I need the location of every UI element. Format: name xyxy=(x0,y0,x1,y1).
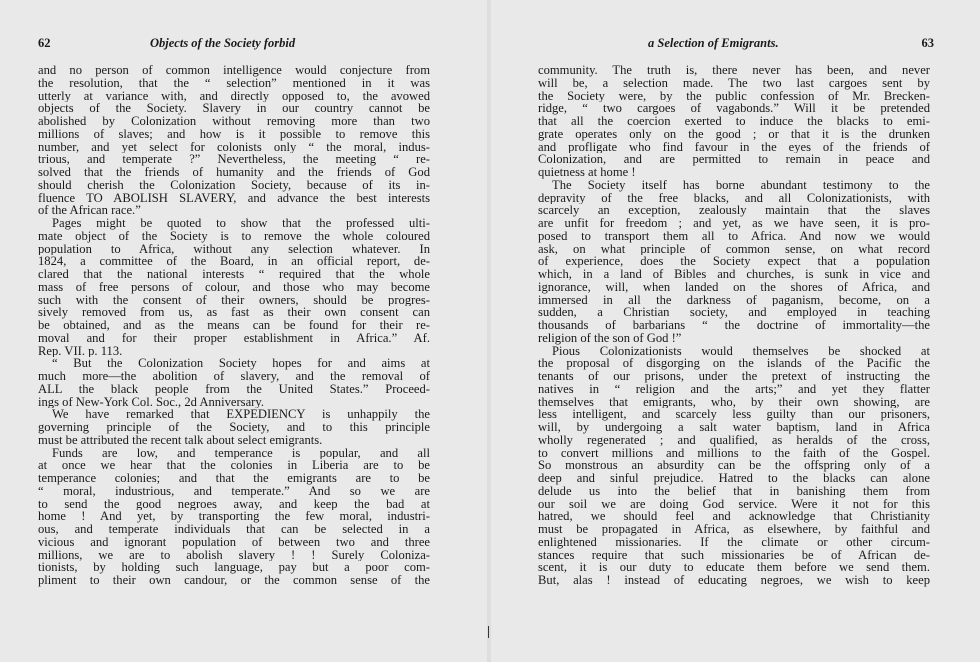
text-line: and profligate who find favour in the eyes of the friends of xyxy=(538,140,930,154)
text-line: ous, and temperate individuals that can be selected in a xyxy=(38,523,430,536)
text-line: pliment to their own candour, or the common sense of the xyxy=(38,574,430,587)
running-head: Objects of the Society forbid xyxy=(150,36,296,50)
text-line: quietness at home ! xyxy=(538,166,636,179)
text-line: tionists, by holding such language, pay but a poor com- xyxy=(38,561,430,574)
gutter-mark xyxy=(488,626,489,638)
text-line: of experience, does the Society expect that a population xyxy=(538,255,930,268)
text-line: our soil we are doing God service. Were it not for this xyxy=(538,497,930,511)
text-line: at once we hear that the colonies in Liberia are to be xyxy=(38,459,430,472)
text-line: delude us into the belief that in banishing them from xyxy=(538,484,930,498)
text-line: sively removed from us, as fast as their own consent can xyxy=(38,306,430,319)
right-page xyxy=(490,0,980,662)
right-page-text xyxy=(538,64,930,587)
text-line: 1824, a committee of the Board, in an official report, de- xyxy=(38,255,430,268)
text-line: solved that the friends of humanity and the friends of God xyxy=(38,166,430,179)
text-line: less intelligent, and scarcely less guilty than our prisoners, xyxy=(538,408,930,421)
text-line: utterly at variance with, and directly opposed to, the avowed xyxy=(38,89,430,103)
text-line: moval and for their proper establishment in Africa.” Af. xyxy=(38,331,430,345)
text-line: abolished by Colonization without removing more than two xyxy=(38,115,430,128)
text-line: such with the consent of their owners, should be progres- xyxy=(38,293,430,307)
text-line: home ! And yet, by transporting the few moral, industri- xyxy=(38,510,430,523)
text-line: scarcely an exception, zealously maintain that the slaves xyxy=(538,204,930,217)
text-line: governing principle of the Society, and to this principle xyxy=(38,421,430,434)
text-line: mass of free persons of colour, and those who may become xyxy=(38,280,430,294)
text-line: number, and yet select for colonists only “ the moral, indus- xyxy=(38,140,430,154)
text-line: should cherish the Colonization Society, because of its in- xyxy=(38,178,430,192)
text-line: that all the coercion exerted to induce the blacks to emi- xyxy=(538,115,930,128)
text-line: But, alas ! instead of educating negroes, we wish to keep xyxy=(538,574,930,587)
text-line: sudden, a Christian society, and employed in teaching xyxy=(538,306,930,319)
text-line: The Society itself has borne abundant testimony to the xyxy=(552,178,930,192)
text-line: ridge, “ two cargoes of vagabonds.” Will it be pretended xyxy=(538,102,930,115)
running-head: a Selection of Emigrants. xyxy=(648,36,779,50)
text-line: will be, a selection made. The two last cargoes sent by xyxy=(538,76,930,90)
page-number: 62 xyxy=(38,36,51,50)
left-page-header xyxy=(0,36,490,56)
page-number: 63 xyxy=(921,36,934,50)
text-line: much more—the abolition of slavery, and the removal of xyxy=(38,370,430,383)
text-line: deep and sinful prejudice. Hatred to the blacks can alone xyxy=(538,472,930,485)
text-line: the Society were, by the public confession of Mr. Brecken- xyxy=(538,89,930,103)
text-line: mate object of the Society is to remove the whole coloured xyxy=(38,229,430,243)
text-line: millions, we are to abolish slavery ! ! Surely Coloniza- xyxy=(38,548,430,562)
text-line: wholly regenerated ; and qualified, as heralds of the cross, xyxy=(538,433,930,447)
text-line: vicious and ignorant population of between two and three xyxy=(38,535,430,549)
text-line: and no person of common intelligence would conjecture from xyxy=(38,64,430,77)
text-line: grate operates only on the good ; or that it is the drunken xyxy=(538,127,930,141)
text-line: Colonization, and are permitted to remain in peace and xyxy=(538,153,930,166)
text-line: the resolution, that the “ selection” mentioned in it was xyxy=(38,76,430,90)
text-line: which, in a land of Bibles and churches, is sunk in vice and xyxy=(538,268,930,281)
text-line: themselves that emigrants, who, by their own showing, are xyxy=(538,395,930,409)
right-page-header xyxy=(490,36,980,56)
text-line: Funds are low, and temperance is popular, and all xyxy=(52,446,430,460)
text-line: Pious Colonizationists would themselves be shocked at xyxy=(552,344,930,358)
text-line: enlightened missionaries. If the climate or other circum- xyxy=(538,535,930,549)
text-line: to send the good negroes away, and keep the bad at xyxy=(38,497,430,511)
text-line: be obtained, and as the means can be found for their re- xyxy=(38,319,430,332)
text-line: trious, and temperate ?” Nevertheless, the meeting “ re- xyxy=(38,153,430,166)
text-line: “ moral, industrious, and temperate.” And so we are xyxy=(38,484,430,498)
text-line: “ But the Colonization Society hopes for and aims at xyxy=(52,357,430,370)
text-line: So monstrous an absurdity can be the offspring only of a xyxy=(538,459,930,472)
text-line: fluence TO ABOLISH SLAVERY, and advance the best interests xyxy=(38,191,430,205)
text-line: immersed in all the darkness of paganism, become, on a xyxy=(538,293,930,307)
text-line: millions of slaves; and how is it possible to remove this xyxy=(38,127,430,141)
text-line: thousands of barbarians “ the doctrine of immortality—the xyxy=(538,319,930,332)
text-line: hatred, we should feel and acknowledge that Christianity xyxy=(538,510,930,523)
text-line: ask, on what principle of common sense, on what record xyxy=(538,242,930,256)
text-line: Rep. VII. p. 113. xyxy=(38,344,123,358)
text-line: ings of New-York Col. Soc., 2d Anniversary. xyxy=(38,395,264,409)
text-line: objects of the Society. Slavery in our country cannot be xyxy=(38,102,430,115)
text-line: tenants of our prisons, under the pretext of instructing the xyxy=(538,370,930,383)
text-line: depravity of the free blacks, and all Colonizationists, with xyxy=(538,191,930,205)
text-line: temperance colonies; and that the emigrants are to be xyxy=(38,472,430,485)
text-line: religion of the son of God !” xyxy=(538,331,682,345)
text-line: ignorance, will, when landed on the shores of Africa, and xyxy=(538,280,930,294)
text-line: scent, it is our duty to educate them before we send them. xyxy=(538,561,930,574)
text-line: will, by undergoing a salt water baptism, land in Africa xyxy=(538,421,930,434)
text-line: the proposal of disgorging on the islands of the Pacific the xyxy=(538,357,930,370)
text-line: community. The truth is, there never has been, and never xyxy=(538,64,930,77)
text-line: are unfit for freedom ; and yet, as we have seen, it is pro- xyxy=(538,217,930,230)
text-line: Pages might be quoted to show that the professed ulti- xyxy=(52,217,430,230)
text-line: must be propagated in Africa, as elsewhere, by faithful and xyxy=(538,523,930,536)
text-line: population to Africa, without any selection whatever. In xyxy=(38,242,430,256)
text-line: We have remarked that EXPEDIENCY is unhappily the xyxy=(52,408,430,421)
text-line: of the African race.” xyxy=(38,204,141,217)
text-line: natives in “ religion and the arts;” and yet they flatter xyxy=(538,382,930,396)
left-page-text xyxy=(38,64,430,587)
text-line: to convert millions and millions to the faith of the Gospel. xyxy=(538,446,930,460)
text-line: stances require that such missionaries be of African de- xyxy=(538,548,930,562)
text-line: clared that the national interests “ required that the whole xyxy=(38,268,430,281)
text-line: posed to transport them all to Africa. And now we would xyxy=(538,229,930,243)
text-line: must be attributed the recent talk about select emigrants. xyxy=(38,433,323,447)
text-line: ALL the black people from the United States.” Proceed- xyxy=(38,382,430,396)
